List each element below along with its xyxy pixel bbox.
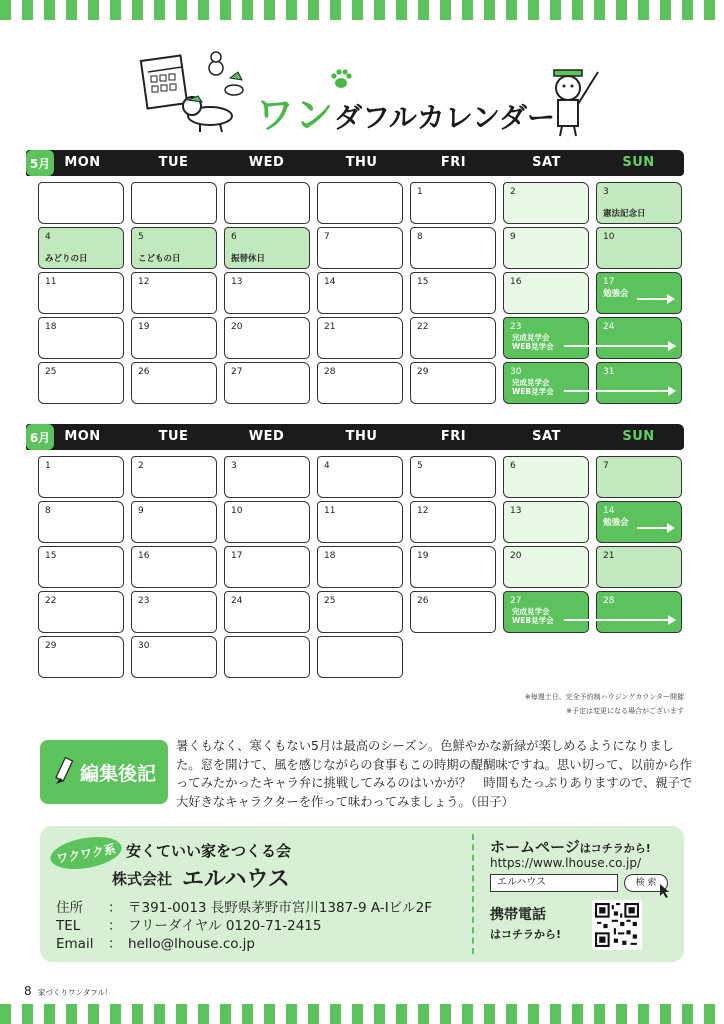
day-cell[interactable] <box>317 317 403 359</box>
day-number: 21 <box>603 551 615 561</box>
day-sat: SAT <box>532 429 561 444</box>
homepage-sub: はコチラから! <box>579 842 651 855</box>
search-button[interactable]: 検 索 <box>624 874 668 892</box>
day-cell[interactable] <box>503 591 589 633</box>
day-number: 7 <box>324 232 330 242</box>
colon: ： <box>108 918 122 934</box>
address-label: 住所 <box>56 900 83 916</box>
colon: ： <box>108 900 122 916</box>
day-cell[interactable] <box>410 456 496 498</box>
day-number: 10 <box>603 232 615 242</box>
day-number: 6 <box>231 232 237 242</box>
company-name: エルハウス <box>182 867 290 892</box>
day-number: 23 <box>138 596 150 606</box>
day-number: 25 <box>324 596 336 606</box>
day-number: 28 <box>324 367 336 377</box>
day-thu: THU <box>345 429 378 444</box>
address-row <box>56 896 432 916</box>
day-number: 7 <box>603 461 609 471</box>
day-number: 27 <box>231 367 243 377</box>
day-cell[interactable] <box>410 591 496 633</box>
day-cell[interactable] <box>596 546 682 588</box>
day-number: 18 <box>324 551 336 561</box>
event-name: WEB見学会 <box>512 616 554 625</box>
day-number: 9 <box>510 232 516 242</box>
day-cell[interactable] <box>596 591 682 633</box>
day-number: 1 <box>417 187 423 197</box>
june-calendar <box>26 424 684 651</box>
day-cell[interactable] <box>410 182 496 224</box>
month-badge: 6月 <box>26 424 54 450</box>
title-green-part: ワン <box>256 93 335 137</box>
day-number: 12 <box>138 277 150 287</box>
day-cell[interactable] <box>38 272 124 314</box>
day-number: 16 <box>510 277 522 287</box>
day-number: 29 <box>417 367 429 377</box>
day-cell[interactable] <box>503 317 589 359</box>
day-number: 9 <box>138 506 144 516</box>
address-value: 〒391-0013 長野県茅野市宮川1387-9 A-Iビル2F <box>128 900 433 916</box>
day-cell[interactable] <box>131 182 217 224</box>
day-cell[interactable] <box>224 317 310 359</box>
day-cell[interactable] <box>131 362 217 404</box>
day-number: 4 <box>324 461 330 471</box>
day-fri: FRI <box>440 429 467 444</box>
calendar-header <box>138 48 608 143</box>
event-arrow <box>564 390 674 392</box>
day-cell[interactable] <box>38 362 124 404</box>
day-cell[interactable] <box>503 501 589 543</box>
day-cell[interactable] <box>38 227 124 269</box>
day-number: 3 <box>231 461 237 471</box>
title-main-part: ダフルカレンダー <box>334 101 556 134</box>
day-number: 22 <box>45 596 57 606</box>
cursor-icon <box>660 884 672 898</box>
day-cell[interactable] <box>224 182 310 224</box>
mobile-heading: 携帯電話 <box>490 907 546 923</box>
tel-row <box>56 914 321 934</box>
day-number: 12 <box>417 506 429 516</box>
day-number: 21 <box>324 322 336 332</box>
editor-note-label: 編集後記 <box>79 762 156 785</box>
day-cell[interactable] <box>38 501 124 543</box>
day-number: 20 <box>231 322 243 332</box>
day-number: 15 <box>45 551 57 561</box>
mobile-sub: はコチラから! <box>490 928 562 941</box>
day-cell[interactable] <box>131 501 217 543</box>
company-type: 株式会社 <box>112 870 173 888</box>
day-wed: WED <box>248 155 285 170</box>
day-cell[interactable] <box>410 317 496 359</box>
day-sun: SUN <box>622 429 655 444</box>
day-number: 2 <box>510 187 516 197</box>
weekday-header <box>26 424 684 450</box>
day-cell[interactable] <box>38 456 124 498</box>
weekday-header <box>26 150 684 176</box>
event-name: WEB見学会 <box>512 387 554 396</box>
day-event-label: 勉強会 <box>603 289 629 299</box>
day-cell[interactable] <box>317 227 403 269</box>
day-cell[interactable] <box>410 546 496 588</box>
event-name: 完成見学会 <box>512 333 550 342</box>
day-number: 31 <box>603 367 615 377</box>
day-number: 11 <box>45 277 57 287</box>
day-thu: THU <box>345 155 378 170</box>
day-cell[interactable] <box>38 182 124 224</box>
day-cell[interactable] <box>317 182 403 224</box>
day-cell[interactable] <box>596 362 682 404</box>
day-cell[interactable] <box>38 591 124 633</box>
qr-code-icon[interactable] <box>592 900 642 950</box>
event-name: 完成見学会 <box>512 378 550 387</box>
day-number: 8 <box>417 232 423 242</box>
pencil-icon <box>52 756 74 788</box>
day-cell[interactable] <box>317 456 403 498</box>
day-number: 14 <box>324 277 336 287</box>
day-number: 1 <box>45 461 51 471</box>
homepage-url[interactable]: https://www.lhouse.co.jp/ <box>490 856 642 870</box>
wakuwaku-badge: ワクワク系 <box>48 832 124 874</box>
email-row <box>56 932 255 952</box>
day-number: 25 <box>45 367 57 377</box>
editor-note-text: 暑くもなく、寒くもない5月は最高のシーズン。色鮮やかな新緑が楽しめるようになりました。窓を開けて、風を感じながらの食事もこの時期の醍醐味ですね。思い切って、以前から作ってみたかったキャラ弁に挑戦してみるのはいかが？ 時間もたっぷりありますので、親子で大好きなキャラクターを作って味わってみましょう。（田子） <box>176 739 693 809</box>
footnote-1: ※毎週土日、完全予約制ハウジングカウンター開催 <box>524 693 684 701</box>
day-number: 29 <box>45 641 57 651</box>
day-event-label: みどりの日 <box>45 254 88 264</box>
day-cell[interactable] <box>596 501 682 543</box>
day-number: 4 <box>45 232 51 242</box>
day-cell[interactable] <box>131 272 217 314</box>
footnote-2: ※予定は変更になる場合がございます <box>566 707 684 715</box>
day-number: 10 <box>231 506 243 516</box>
day-cell[interactable] <box>410 227 496 269</box>
day-cell[interactable] <box>410 362 496 404</box>
day-tue: TUE <box>158 155 189 170</box>
day-cell[interactable] <box>596 456 682 498</box>
email-value[interactable]: hello@lhouse.co.jp <box>128 936 255 952</box>
day-number: 20 <box>510 551 522 561</box>
company-info-box <box>40 826 684 962</box>
event-arrow <box>564 619 674 621</box>
day-number: 22 <box>417 322 429 332</box>
day-cell[interactable] <box>224 227 310 269</box>
day-cell[interactable] <box>596 317 682 359</box>
day-cell[interactable] <box>410 501 496 543</box>
bottom-stripe-border <box>0 1004 724 1024</box>
calendar-dog-illustration <box>138 48 248 136</box>
colon: ： <box>108 936 122 952</box>
month-badge: 5月 <box>26 150 54 176</box>
day-cell[interactable] <box>131 456 217 498</box>
event-name: 完成見学会 <box>512 607 550 616</box>
day-number: 18 <box>45 322 57 332</box>
day-number: 23 <box>510 322 522 332</box>
tel-value[interactable]: フリーダイヤル 0120-71-2415 <box>128 918 322 934</box>
day-cell[interactable] <box>224 546 310 588</box>
day-number: 11 <box>324 506 336 516</box>
catchphrase: 安くていい家をつくる会 <box>126 842 292 860</box>
day-number: 13 <box>510 506 522 516</box>
day-number: 2 <box>138 461 144 471</box>
page-number: 8 <box>24 984 32 998</box>
day-cell[interactable] <box>596 272 682 314</box>
day-cell[interactable] <box>224 501 310 543</box>
top-stripe-border <box>0 0 724 20</box>
email-label: Email <box>56 936 94 952</box>
editor-note-badge <box>40 740 168 804</box>
day-cell[interactable] <box>131 636 217 678</box>
day-cell[interactable] <box>317 591 403 633</box>
day-number: 19 <box>138 322 150 332</box>
day-number: 13 <box>231 277 243 287</box>
day-number: 30 <box>510 367 522 377</box>
day-number: 5 <box>417 461 423 471</box>
day-cell[interactable] <box>503 272 589 314</box>
page-label: 家づくりワンダフル！ <box>38 988 113 997</box>
dashed-divider <box>472 834 474 954</box>
day-cell[interactable] <box>503 456 589 498</box>
day-cell[interactable] <box>131 317 217 359</box>
day-event-label: こどもの日 <box>138 254 181 264</box>
day-number: 19 <box>417 551 429 561</box>
day-number: 27 <box>510 596 522 606</box>
day-mon: MON <box>64 429 101 444</box>
day-cell[interactable] <box>317 272 403 314</box>
day-number: 30 <box>138 641 150 651</box>
day-cell[interactable] <box>503 227 589 269</box>
day-cell[interactable] <box>38 317 124 359</box>
day-cell[interactable] <box>317 362 403 404</box>
day-cell[interactable] <box>410 272 496 314</box>
day-event-label: 勉強会 <box>603 518 629 528</box>
day-cell[interactable] <box>131 546 217 588</box>
graduate-character-illustration <box>538 58 608 138</box>
may-calendar <box>26 150 684 396</box>
homepage-heading <box>490 836 651 857</box>
day-number: 3 <box>603 187 609 197</box>
day-cell[interactable] <box>317 501 403 543</box>
day-cell[interactable] <box>38 546 124 588</box>
day-number: 17 <box>603 277 615 287</box>
day-cell[interactable] <box>224 456 310 498</box>
day-cell[interactable] <box>503 546 589 588</box>
day-cell[interactable] <box>224 272 310 314</box>
day-cell[interactable] <box>596 227 682 269</box>
day-cell[interactable] <box>317 636 403 678</box>
day-cell[interactable] <box>596 182 682 224</box>
day-cell[interactable] <box>224 362 310 404</box>
day-number: 16 <box>138 551 150 561</box>
day-mon: MON <box>64 155 101 170</box>
day-cell[interactable] <box>224 636 310 678</box>
day-wed: WED <box>248 429 285 444</box>
day-number: 24 <box>603 322 615 332</box>
day-cell[interactable] <box>224 591 310 633</box>
day-cell[interactable] <box>38 636 124 678</box>
event-arrow <box>637 527 673 529</box>
day-number: 8 <box>45 506 51 516</box>
day-sat: SAT <box>532 155 561 170</box>
day-cell[interactable] <box>317 546 403 588</box>
day-cell[interactable] <box>131 591 217 633</box>
event-arrow <box>637 298 673 300</box>
event-arrow <box>564 345 674 347</box>
day-number: 28 <box>603 596 615 606</box>
day-number: 17 <box>231 551 243 561</box>
event-name: WEB見学会 <box>512 342 554 351</box>
day-cell[interactable] <box>503 362 589 404</box>
day-number: 5 <box>138 232 144 242</box>
day-number: 6 <box>510 461 516 471</box>
day-event-label: 振替休日 <box>231 254 266 264</box>
day-number: 26 <box>417 596 429 606</box>
day-number: 15 <box>417 277 429 287</box>
homepage-label: ホームページ <box>490 838 580 856</box>
day-number: 24 <box>231 596 243 606</box>
search-input[interactable]: エルハウス <box>490 874 618 892</box>
day-sun: SUN <box>622 155 655 170</box>
day-cell[interactable] <box>131 227 217 269</box>
day-cell[interactable] <box>503 182 589 224</box>
tel-label: TEL <box>56 918 81 934</box>
day-event-label: 憲法記念日 <box>603 209 646 219</box>
day-tue: TUE <box>158 429 189 444</box>
day-fri: FRI <box>440 155 467 170</box>
day-number: 26 <box>138 367 150 377</box>
day-number: 14 <box>603 506 615 516</box>
